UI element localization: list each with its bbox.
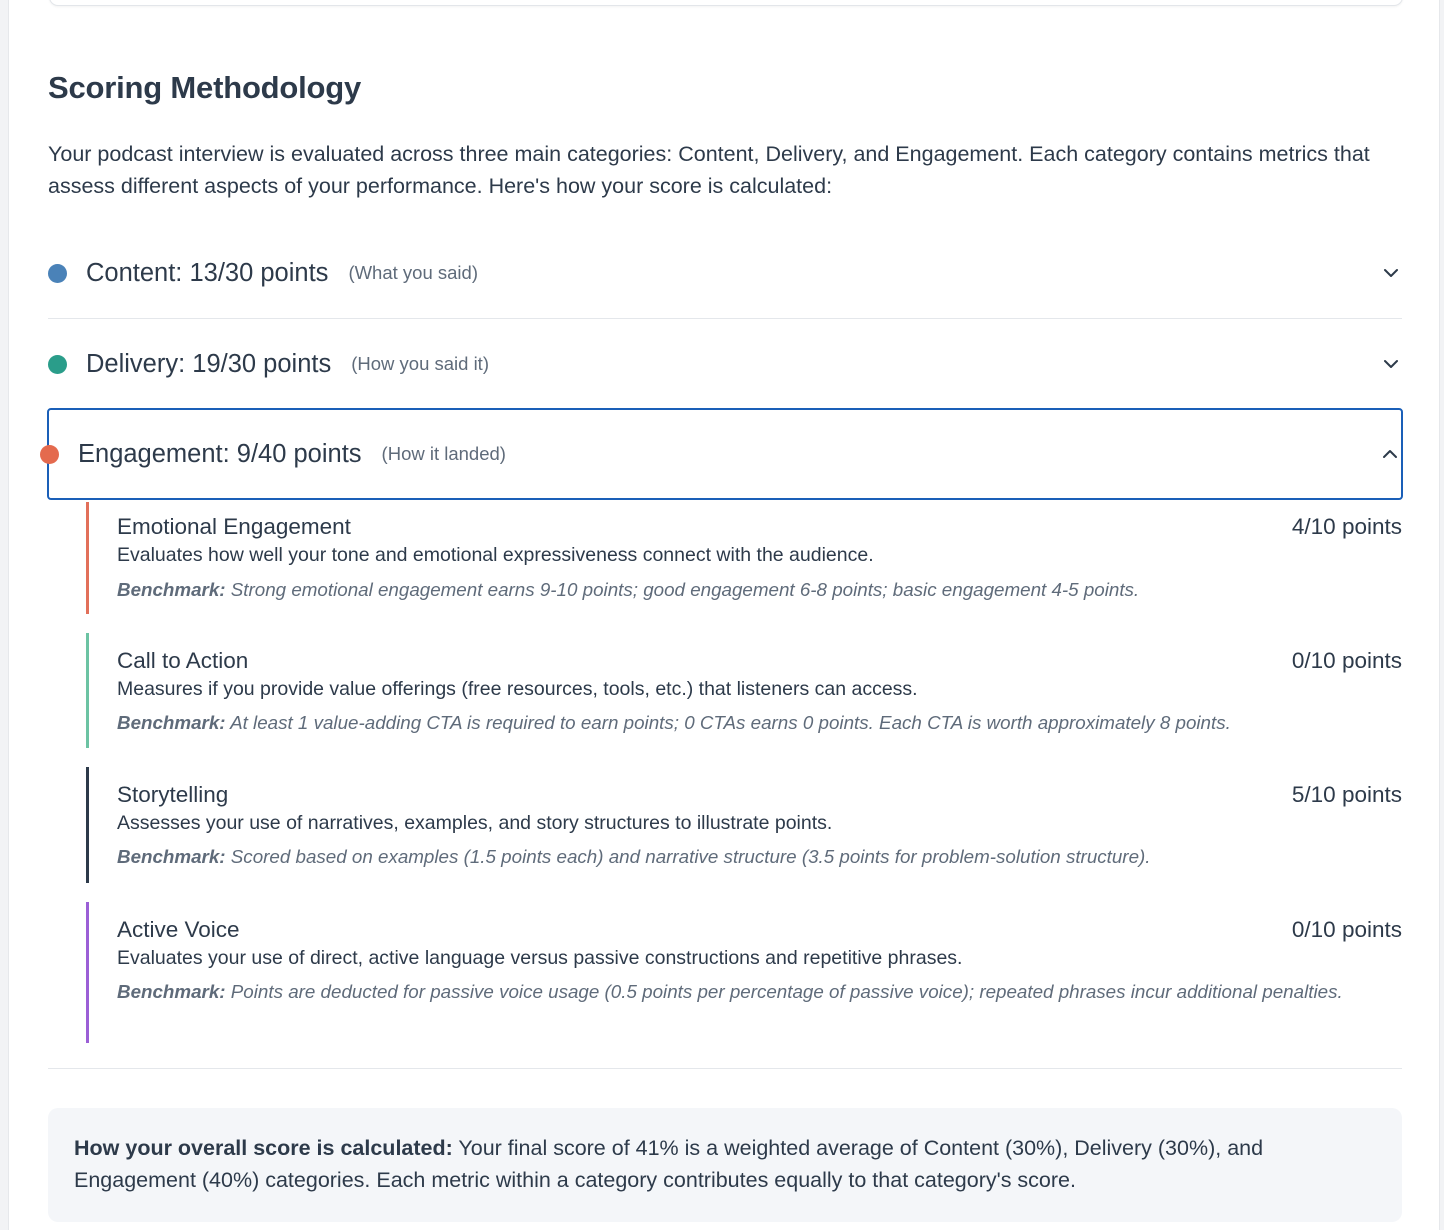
metric-active-voice [86,902,1402,1043]
metric-benchmark [117,710,1387,735]
metric-emotional-engagement [86,502,1402,614]
metric-description: Evaluates your use of direct, active language versus passive constructions and repetitive phrases. [117,947,963,969]
category-delivery-header[interactable] [48,340,1402,388]
scoring-panel [8,0,1440,1230]
divider [48,318,1402,319]
benchmark-label: Benchmark: [117,712,226,733]
metric-storytelling [86,767,1402,883]
benchmark-label: Benchmark: [117,579,226,600]
category-label: Content: 13/30 points [86,258,329,287]
overall-score-explanation [48,1108,1402,1222]
metric-call-to-action [86,633,1402,748]
chevron-up-icon[interactable] [1381,445,1399,463]
summary-label: How your overall score is calculated: [74,1136,453,1160]
chevron-down-icon[interactable] [1382,355,1400,373]
metric-description: Evaluates how well your tone and emotional expressiveness connect with the audience. [117,544,874,566]
delivery-color-dot [48,355,67,374]
metric-description: Measures if you provide value offerings (free resources, tools, etc.) that listeners can access. [117,678,918,700]
section-title: Scoring Methodology [48,70,362,105]
benchmark-text: Strong emotional engagement earns 9-10 points; good engagement 6-8 points; basic engagement 4-5 points. [225,579,1140,600]
metric-description: Assesses your use of narratives, examples, and story structures to illustrate points. [117,812,833,834]
metric-name: Active Voice [117,917,240,942]
divider [48,1068,1402,1069]
category-subtitle: (How it landed) [381,443,506,464]
metric-name: Call to Action [117,648,249,673]
benchmark-text: At least 1 value-adding CTA is required to earn points; 0 CTAs earns 0 points. Each CTA is worth approximately 8 points. [225,712,1231,733]
metric-points: 4/10 points [1291,514,1402,539]
chevron-down-icon[interactable] [1382,264,1400,282]
benchmark-label: Benchmark: [117,846,226,867]
engagement-color-dot [40,445,59,464]
content-color-dot [48,264,67,283]
category-engagement-header[interactable] [47,408,1403,500]
benchmark-label: Benchmark: [117,981,226,1002]
metric-benchmark [117,577,1387,602]
benchmark-text: Points are deducted for passive voice usage (0.5 points per percentage of passive voice); repeated phrases incur additional penalties. [225,981,1343,1002]
metric-points: 5/10 points [1291,782,1402,807]
category-content-header[interactable] [48,250,1402,296]
summary-text: Your final score of 41% is a weighted average of Content (30%), Delivery (30%), and Engagement (40%) categories. Each metric within a category contributes equally to that category's score. [74,1136,1264,1192]
metric-points: 0/10 points [1291,917,1402,942]
metric-name: Storytelling [117,782,229,807]
category-label: Delivery: 19/30 points [86,349,332,378]
metric-points: 0/10 points [1291,648,1402,673]
metric-benchmark [117,844,1387,869]
benchmark-text: Scored based on examples (1.5 points each) and narrative structure (3.5 points for problem-solution structure). [225,846,1151,867]
metric-benchmark [117,979,1387,1004]
category-label: Engagement: 9/40 points [78,439,362,468]
category-subtitle: (How you said it) [351,353,489,374]
category-subtitle: (What you said) [348,262,478,283]
metric-name: Emotional Engagement [117,514,351,539]
previous-card [49,0,1403,6]
intro-text: Your podcast interview is evaluated across three main categories: Content, Delivery, and Engagement. Each category contains metrics that assess different aspects of your performance. Here's how your score is calculated: [48,142,1370,198]
